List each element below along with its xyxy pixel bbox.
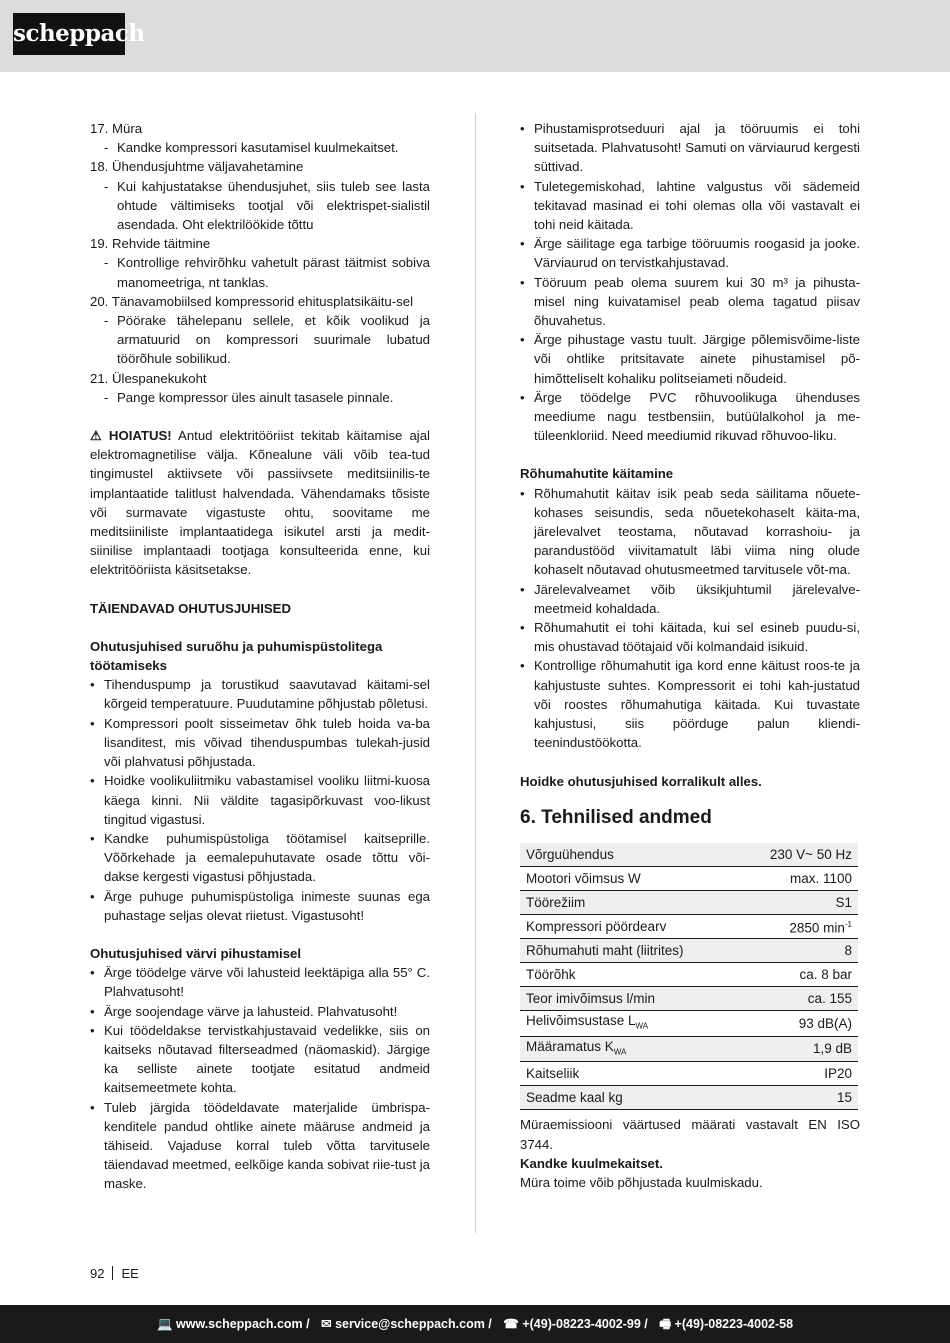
fax-number: +(49)-08223-4002-58	[674, 1317, 794, 1331]
spec-value: max. 1100	[789, 870, 852, 886]
numbered-item-title: 21. Ülespanekukoht	[90, 370, 207, 386]
paint-safety-heading: Ohutusjuhised värvi pihustamisel	[90, 945, 302, 961]
numbered-item-title: 20. Tänavamobiilsed kompressorid ehitusplatsikäitu-sel	[90, 293, 414, 309]
column-divider	[475, 113, 476, 1233]
spec-row	[520, 1036, 858, 1062]
bullet-item: • Rõhumahutit käitav isik peab seda säilitama nõuete-kohases seisundis, seda nõuetekohaselt käita-ma, järelevalvet teostama, nõutavad korrashoiu- ja parandustööd viivitamatult läbi viima ning olude kohaselt nõutavad ohutusmeetmed tarvitusele võt-ma.	[520, 484, 860, 580]
left-column	[90, 119, 430, 1194]
spec-label: Rõhumahuti maht (liitrites)	[526, 942, 684, 958]
spec-value-cell	[737, 1010, 858, 1036]
spec-label-cell	[520, 866, 737, 890]
spec-label: Teor imivõimsus l/min	[526, 990, 656, 1006]
bullet-item: • Ärge pihustage vastu tuult. Järgige põlemisvõime-liste või ohtlike pritsitavate ainete pihustamisel põ-himõtteliselt kohaliku politseiameti nõudeid.	[520, 330, 860, 388]
spec-value-superscript: -1	[844, 919, 852, 929]
bullet-item: • Rõhumahutit ei tohi käitada, kui sel esineb puudu-si, mis ohustavad töötajaid või kolmandaid isikuid.	[520, 618, 860, 656]
bullet-item: • Tuleb järgida töödeldavate materjalide ümbrispa-kenditele pandud ohtlike ainete määruse andmeid ja tähiseid. Vajaduse korral tuleb võtta tarvitusele täiendavad meetmed, eelkõige kanda sobivat riie-tust ja maske.	[90, 1098, 430, 1194]
spec-label-cell	[520, 1010, 737, 1036]
spec-value-cell	[737, 1062, 858, 1086]
spec-label-cell	[520, 914, 737, 938]
bullet-item: • Kontrollige rõhumahutit iga kord enne käitust roos-te ja kahjustuste suhtes. Kompressorit ei tohi kah-justatud või roostes rõhumahutiga käitada. Kui tuvastate kahjustusi, siis pöörduge palun kliendi-teenindustöökotta.	[520, 656, 860, 752]
spec-label: Kompressori pöördearv	[526, 918, 667, 934]
bullet-item: • Ärge puhuge puhumispüstoliga inimeste suunas ega puhastage seljas olevat riietust. Vigastusoht!	[90, 887, 430, 925]
separator-bar	[112, 1266, 113, 1280]
spec-label-cell	[520, 938, 737, 962]
numbered-item-title: 17. Müra	[90, 121, 143, 136]
pressure-vessel-list	[520, 484, 860, 753]
spec-value: 1,9 dB	[812, 1041, 852, 1057]
language-code: EE	[121, 1266, 139, 1281]
numbered-item-title: 18. Ühendusjuhtme väljavahetamine	[90, 159, 304, 175]
right-column	[520, 119, 860, 1192]
spec-row	[520, 1010, 858, 1036]
spec-value-cell	[737, 1036, 858, 1062]
spec-label-cell	[520, 1062, 737, 1086]
pressure-vessel-heading: Rõhumahutite käitamine	[520, 466, 674, 482]
scheppach-logo: scheppach	[13, 13, 125, 55]
noise-emission-note: Müraemissiooni väärtused määrati vastavalt EN ISO 3744.	[520, 1117, 860, 1152]
spec-label-cell	[520, 890, 737, 914]
extra-safety-heading: TÄIENDAVAD OHUTUSJUHISED	[90, 600, 291, 616]
spec-label: Määramatus K	[526, 1038, 614, 1054]
spec-row	[520, 866, 858, 890]
contact-footer	[0, 1305, 950, 1343]
paint-safety-list	[90, 963, 430, 1193]
spec-value-cell	[737, 843, 858, 867]
spec-label: Kaitseliik	[526, 1066, 580, 1082]
spec-value: S1	[835, 894, 852, 910]
spec-label-cell	[520, 1036, 737, 1062]
spec-row	[520, 890, 858, 914]
mail-icon: ✉	[321, 1317, 332, 1331]
spec-value-cell	[737, 866, 858, 890]
air-safety-list	[90, 675, 430, 925]
bullet-item: • Ärge säilitage ega tarbige tööruumis roogasid ja jooke. Värviaurud on tervistkahjustavad.	[520, 234, 860, 272]
spec-label-cell	[520, 843, 737, 867]
phone-number: +(49)-08223-4002-99 /	[522, 1317, 648, 1331]
warning-text: Antud elektritööriist tekitab käitamise ajal elektromagnetilise välja. Kõnealune väli võib tea-tud tingimustel aktiivsete või passiivsete meditsiinilis-te implantaatide talitlust halvendada. Vähendamaks tõsiste või surmavate vigastuste ohtu, soovitame me meditsiiniliste implantaatidega isikutel arsti ja medit-siinilise implantaadi tootjaga konsulteerida enne, kui elektritööriista käsitsetakse.	[90, 428, 430, 578]
numbered-item-detail: - Kandke kompressori kasutamisel kuulmekaitset.	[90, 138, 430, 157]
spec-row	[520, 843, 858, 867]
bullet-item: • Ärge soojendage värve ja lahusteid. Plahvatusoht!	[90, 1002, 430, 1021]
ear-protection-heading: Kandke kuulmekaitset.	[520, 1155, 663, 1171]
bullet-item: • Tööruum peab olema suurem kui 30 m³ ja pihusta-misel ning kuivatamisel peab olema tagatud piisav õhuvahetus.	[520, 273, 860, 331]
computer-icon: 💻	[156, 1317, 173, 1331]
fax-icon: 🖷	[659, 1317, 672, 1331]
spec-value-cell	[737, 938, 858, 962]
paint-safety-list-continued	[520, 119, 860, 445]
spec-value: ca. 155	[807, 990, 852, 1006]
page-footer-number	[90, 1265, 139, 1283]
spec-label-cell	[520, 986, 737, 1010]
spec-label: Mootori võimsus W	[526, 870, 641, 886]
email-link[interactable]: service@scheppach.com /	[335, 1317, 492, 1331]
spec-label-cell	[520, 1086, 737, 1110]
spec-value-cell	[737, 914, 858, 938]
spec-value-cell	[737, 986, 858, 1010]
phone-icon: ☎	[503, 1317, 519, 1331]
numbered-item-detail: - Kontrollige rehvirõhku vahetult pärast täitmist sobiva manomeetriga, nt tanklas.	[90, 253, 430, 291]
keep-instructions-note: Hoidke ohutusjuhised korralikult alles.	[520, 773, 762, 789]
bullet-item: • Kompressori poolt sisseimetav õhk tuleb hoida va-ba lisanditest, mis võivad tihenduspumbas tulekah-jusid või plahvatusi põhjustada.	[90, 714, 430, 772]
numbered-item-detail: - Pange kompressor üles ainult tasasele pinnale.	[90, 388, 430, 407]
ear-protection-note: Müra toime võib põhjustada kuulmiskadu.	[520, 1175, 763, 1191]
section-title: 6. Tehnilised andmed	[520, 806, 712, 828]
numbered-item-detail: - Kui kahjustatakse ühendusjuhet, siis tuleb see lasta ohtude vältimiseks tootjal või elektrispet-sialistil asendada. Oht elektrilöökide tõttu	[90, 177, 430, 235]
numbered-safety-list	[90, 119, 430, 407]
spec-label-subscript: WA	[635, 1021, 649, 1031]
technical-data-table	[520, 843, 858, 1111]
page-header	[0, 0, 950, 72]
spec-value: ca. 8 bar	[799, 966, 852, 982]
numbered-item-detail: - Pöörake tähelepanu sellele, et kõik voolikud ja armatuurid on kompressori suurimale lubatud töörõhule sobilikud.	[90, 311, 430, 369]
spec-value: 15	[836, 1090, 852, 1106]
spec-row	[520, 986, 858, 1010]
spec-row	[520, 914, 858, 938]
warning-triangle-icon: ⚠	[90, 428, 102, 444]
spec-row	[520, 1062, 858, 1086]
numbered-item-title: 19. Rehvide täitmine	[90, 236, 211, 252]
spec-label: Helivõimsustase L	[526, 1012, 636, 1028]
bullet-item: • Ärge töödelge värve või lahusteid leektäpiga alla 55° C. Plahvatusoht!	[90, 963, 430, 1001]
spec-value-cell	[737, 1086, 858, 1110]
bullet-item: • Tuletegemiskohad, lahtine valgustus või sädemeid tekitavad masinad ei tohi olemas olla või vastavalt ei tohi neid käitada.	[520, 177, 860, 235]
spec-label: Võrguühendus	[526, 846, 614, 862]
warning-paragraph	[90, 426, 430, 580]
bullet-item: • Ärge töödelge PVC rõhuvoolikuga ühenduses meediume nagu testbensiin, butüülalkohol ja me-tüleenkloriid. Need meediumid rikuvad rõhuvoo-liku.	[520, 388, 860, 446]
spec-value: 8	[844, 942, 852, 958]
spec-label: Töörežiim	[526, 894, 586, 910]
spec-value-cell	[737, 962, 858, 986]
spec-row	[520, 1086, 858, 1110]
spec-value: 93 dB(A)	[798, 1015, 852, 1031]
website-link[interactable]: www.scheppach.com /	[176, 1317, 310, 1331]
spec-label-subscript: WA	[613, 1047, 627, 1057]
spec-row	[520, 938, 858, 962]
warning-label: HOIATUS!	[108, 428, 172, 444]
bullet-item: • Kui töödeldakse tervistkahjustavaid vedelikke, siis on kaitseks nõutavad filterseadmed (näomaskid). Järgige ka selliste ainete tootjate esitatud andmeid kaitsemeetmete kohta.	[90, 1021, 430, 1098]
bullet-item: • Järelevalveamet võib üksikjuhtumil järelevalve-meetmeid kohaldada.	[520, 580, 860, 618]
page-number: 92	[90, 1266, 105, 1281]
spec-label: Töörõhk	[526, 966, 576, 982]
spec-label: Seadme kaal kg	[526, 1090, 623, 1106]
spec-label-cell	[520, 962, 737, 986]
spec-value: IP20	[824, 1066, 852, 1082]
spec-value: 2850 min	[789, 920, 845, 936]
air-safety-heading: Ohutusjuhised suruõhu ja puhumispüstolitega töötamiseks	[90, 638, 383, 674]
bullet-item: • Hoidke voolikuliitmiku vabastamisel vooliku liitmi-kuosa käega kinni. Nii väldite tagasipõrkuvast voo-likust tingitud vigastusi.	[90, 771, 430, 829]
bullet-item: • Pihustamisprotseduuri ajal ja tööruumis ei tohi suitsetada. Plahvatusoht! Samuti on värviaurud kergesti süttivad.	[520, 119, 860, 177]
bullet-item: • Tihenduspump ja torustikud saavutavad käitami-sel kõrgeid temperatuure. Puudutamine põhjustab põletusi.	[90, 675, 430, 713]
spec-row	[520, 962, 858, 986]
spec-value: 230 V~ 50 Hz	[769, 846, 852, 862]
bullet-item: • Kandke puhumispüstoliga töötamisel kaitseprille. Võõrkehade ja eemalepuhutavate osade tõttu või-dakse kergesti vigastusi põhjustada.	[90, 829, 430, 887]
spec-value-cell	[737, 890, 858, 914]
